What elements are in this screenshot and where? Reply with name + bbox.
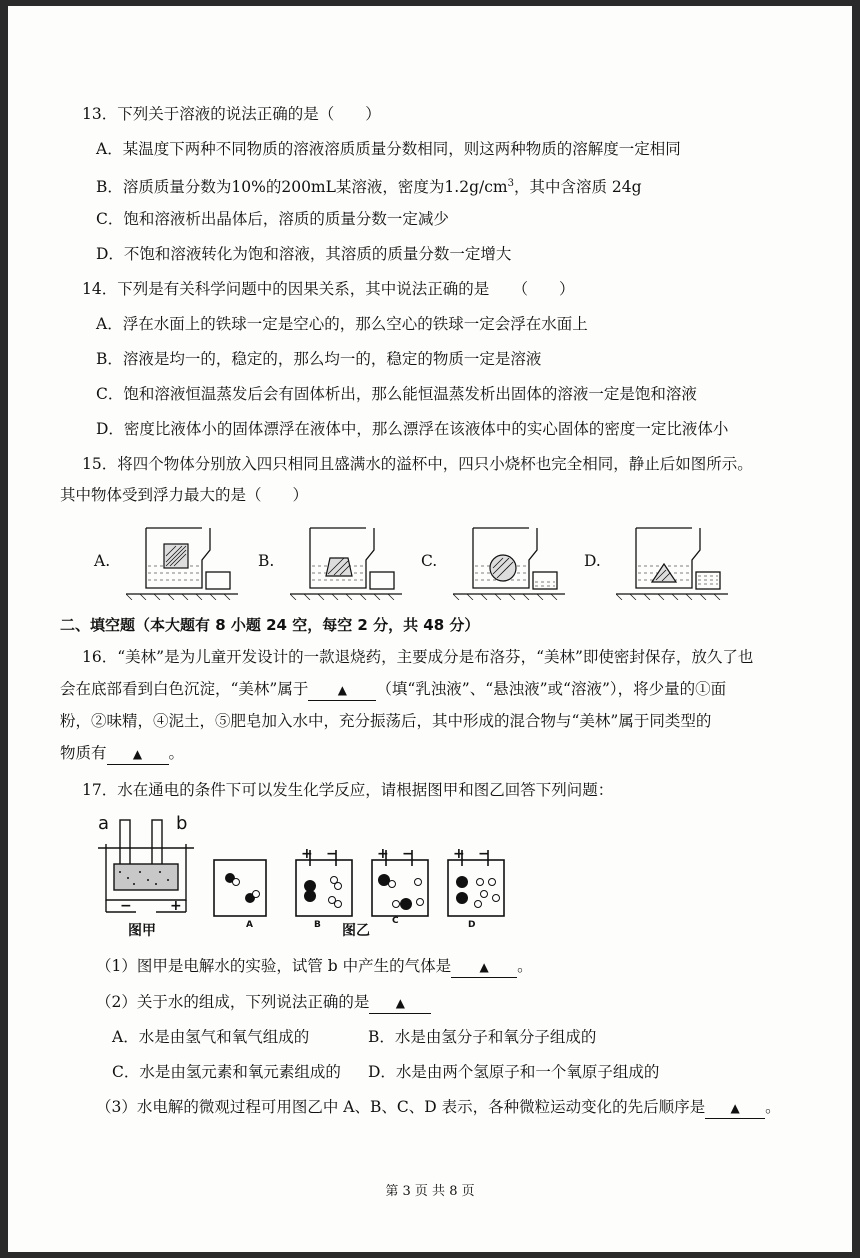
q15-stem-line1: 15．将四个物体分别放入四只相同且盛满水的溢杯中，四只小烧杯也完全相同，静止后如图所示。 <box>82 455 753 473</box>
panel-d-plus: + <box>453 846 465 862</box>
q13-option-a: A．某温度下两种不同物质的溶液溶质质量分数相同，则这两种物质的溶解度一定相同 <box>96 140 681 158</box>
q16-line3: 粉，②味精，④泥土，⑤肥皂加入水中，充分振荡后，其中形成的混合物与“美林”属于同类型的 <box>60 712 712 730</box>
q13-option-c: C．饱和溶液析出晶体后，溶质的质量分数一定减少 <box>96 210 449 228</box>
q14-stem: 14．下列是有关科学问题中的因果关系，其中说法正确的是 （ ） <box>82 280 575 298</box>
q15-stem-line2: 其中物体受到浮力最大的是（ ） <box>60 486 309 504</box>
q15-label-b: B. <box>258 552 275 570</box>
q17-blank-1[interactable]: ▲ <box>451 956 517 978</box>
q17-blank-2[interactable]: ▲ <box>369 992 431 1014</box>
q14-option-a: A．浮在水面上的铁球一定是空心的，那么空心的铁球一定会浮在水面上 <box>96 315 588 333</box>
q16-line2: 会在底部看到白色沉淀，“美林”属于 ▲ （填“乳浊液”、“悬浊液”或“溶液”），将少量的①面 <box>60 679 726 701</box>
q16-line1: 16．“美林”是为儿童开发设计的一款退烧药，主要成分是布洛芬，“美林”即使密封保存，放久了也 <box>82 648 754 666</box>
fig-label-minus: − <box>120 898 132 914</box>
q17-option-b: B．水是由氢分子和氧分子组成的 <box>368 1028 597 1046</box>
panel-b-plus: + <box>301 846 313 862</box>
q16-line4: 物质有 ▲ 。 <box>60 743 184 765</box>
q15-label-a: A. <box>94 552 111 570</box>
panel-label-c: C <box>392 916 399 926</box>
fig-label-plus: + <box>170 898 182 914</box>
molecule-panels-figure <box>212 842 512 922</box>
page-footer: 第 3 页 共 8 页 <box>385 1184 475 1199</box>
q13-stem: 13．下列关于溶液的说法正确的是（ ） <box>82 105 381 123</box>
panel-c-minus: − <box>402 846 414 862</box>
panel-label-b: B <box>314 920 321 930</box>
q17-part2: （2）关于水的组成，下列说法正确的是 ▲ <box>96 992 431 1014</box>
fig-label-b: b <box>176 813 188 834</box>
q15-figure-a <box>126 520 246 600</box>
q16-blank-1[interactable]: ▲ <box>308 679 376 701</box>
exam-page <box>8 6 852 1252</box>
panel-label-d: D <box>468 920 476 930</box>
q17-blank-3[interactable]: ▲ <box>705 1097 765 1119</box>
panel-c-plus: + <box>377 846 389 862</box>
q15-label-d: D. <box>584 552 601 570</box>
q17-part1: （1）图甲是电解水的实验，试管 b 中产生的气体是 ▲ 。 <box>96 956 533 978</box>
panel-d-minus: − <box>478 846 490 862</box>
q17-option-d: D．水是由两个氢原子和一个氧原子组成的 <box>368 1063 660 1081</box>
q14-option-c: C．饱和溶液恒温蒸发后会有固体析出，那么能恒温蒸发析出固体的溶液一定是饱和溶液 <box>96 385 697 403</box>
q16-blank-2[interactable]: ▲ <box>107 743 169 765</box>
q15-figure-d <box>616 520 736 600</box>
q13-option-d: D．不饱和溶液转化为饱和溶液，其溶质的质量分数一定增大 <box>96 245 512 263</box>
q13-option-b: B．溶质质量分数为10%的200mL某溶液，密度为$1.2g/cm^3$，其中含溶质 24g <box>96 178 642 197</box>
q15-figure-b <box>290 520 410 600</box>
q17-part3: （3）水电解的微观过程可用图乙中 A、B、C、D 表示，各种微粒运动变化的先后顺序是 ▲ 。 <box>96 1097 781 1119</box>
panel-label-a: A <box>246 920 253 930</box>
q17-option-c: C．水是由氢元素和氧元素组成的 <box>112 1063 341 1081</box>
panel-b-minus: − <box>326 846 338 862</box>
q17-option-a: A．水是由氢气和氧气组成的 <box>112 1028 310 1046</box>
q14-option-b: B．溶液是均一的，稳定的，那么均一的，稳定的物质一定是溶液 <box>96 350 542 368</box>
section-fill-in-title: 二、填空题（本大题有 8 小题 24 空，每空 2 分，共 48 分） <box>60 616 480 634</box>
fig-label-a: a <box>98 813 110 834</box>
fig-caption-yi: 图乙 <box>342 923 370 939</box>
q15-label-c: C. <box>421 552 438 570</box>
q14-option-d: D．密度比液体小的固体漂浮在液体中，那么漂浮在该液体中的实心固体的密度一定比液体小 <box>96 420 729 438</box>
fig-caption-jia: 图甲 <box>128 923 156 939</box>
q15-figure-c <box>453 520 573 600</box>
q17-stem: 17．水在通电的条件下可以发生化学反应，请根据图甲和图乙回答下列问题： <box>82 781 614 799</box>
